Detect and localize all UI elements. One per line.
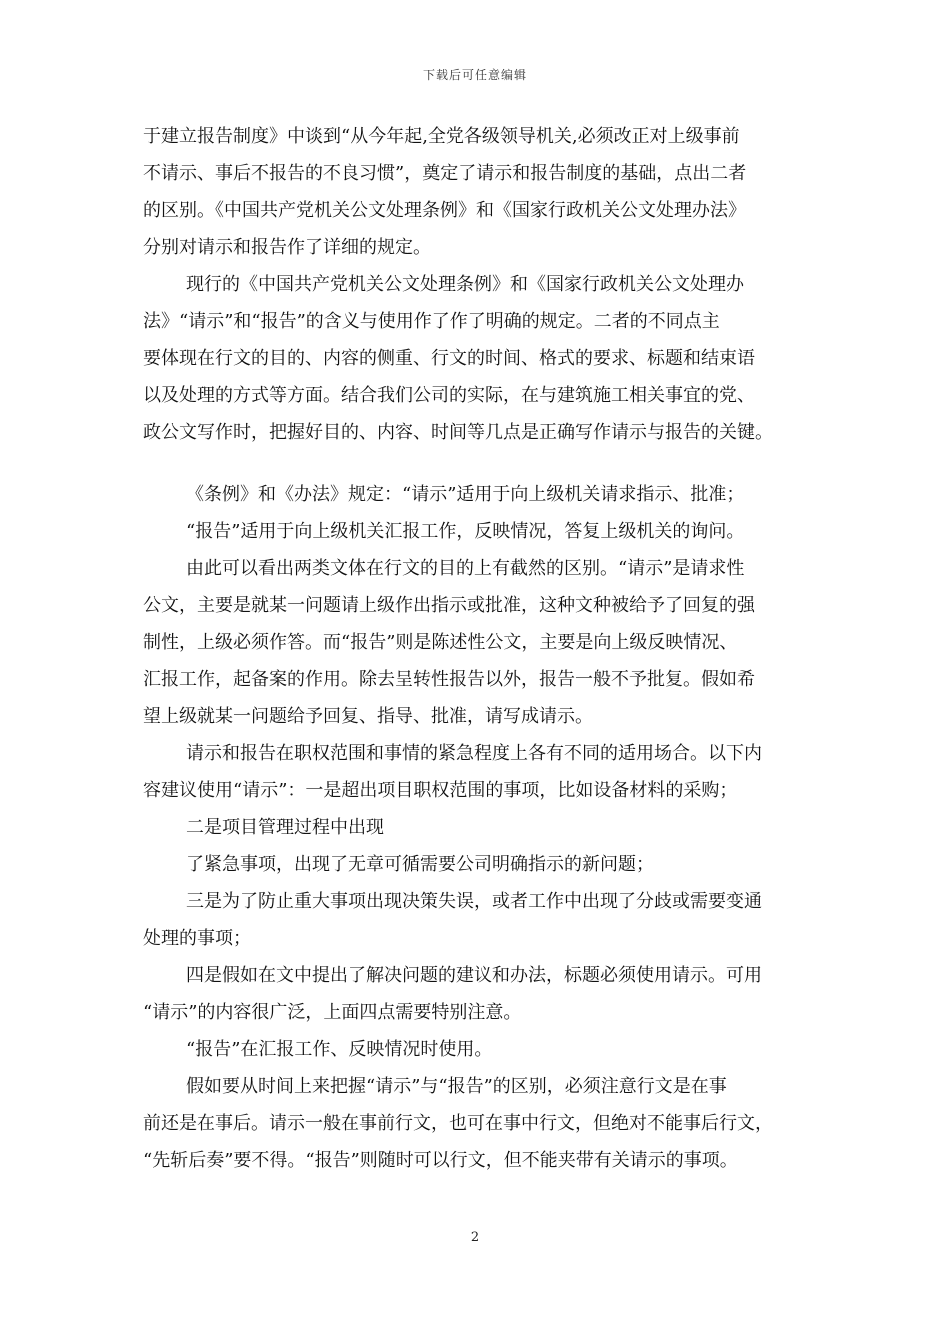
body-line: 前还是在事后。请示一般在事前行文，也可在事中行文，但绝对不能事后行文， (143, 1113, 773, 1134)
body-line: 处理的事项； (143, 928, 251, 949)
body-line: 公文，主要是就某一问题请上级作出指示或批准，这种文种被给予了回复的强 (143, 595, 755, 616)
body-line: 三是为了防止重大事项出现决策失误，或者工作中出现了分歧或需要变通 (186, 891, 762, 912)
page-number: 2 (470, 1230, 480, 1245)
body-line: 以及处理的方式等方面。结合我们公司的实际，在与建筑施工相关事宜的党、 (143, 385, 755, 406)
body-line: 于建立报告制度》中谈到“从今年起,全党各级领导机关,必须改正对上级事前 (143, 126, 740, 147)
body-line: “报告”适用于向上级机关汇报工作，反映情况，答复上级机关的询问。 (186, 521, 745, 542)
body-line: 假如要从时间上来把握“请示”与“报告”的区别，必须注意行文是在事 (186, 1076, 727, 1097)
body-line: “先斩后奏”要不得。“报告”则随时可以行文，但不能夹带有关请示的事项。 (143, 1150, 738, 1171)
body-line: 不请示、事后不报告的不良习惯”，奠定了请示和报告制度的基础，点出二者 (143, 163, 747, 184)
body-line: 四是假如在文中提出了解决问题的建议和办法，标题必须使用请示。可用 (186, 965, 762, 986)
body-line: 法》“请示”和“报告”的含义与使用作了作了明确的规定。二者的不同点主 (143, 311, 720, 332)
body-line: 汇报工作，起备案的作用。除去呈转性报告以外，报告一般不予批复。假如希 (143, 669, 755, 690)
document-body (143, 118, 823, 1179)
body-line: 容建议使用“请示”：一是超出项目职权范围的事项，比如设备材料的采购； (143, 780, 738, 801)
body-line: “请示”的内容很广泛，上面四点需要特别注意。 (143, 1002, 522, 1023)
body-line: 政公文写作时，把握好目的、内容、时间等几点是正确写作请示与报告的关键。 (143, 422, 773, 443)
body-line: 的区别。《中国共产党机关公文处理条例》和《国家行政机关公文处理办法》 (143, 200, 746, 221)
body-line: 要体现在行文的目的、内容的侧重、行文的时间、格式的要求、标题和结束语 (143, 348, 755, 369)
body-line: “报告”在汇报工作、反映情况时使用。 (186, 1039, 493, 1060)
body-line: 由此可以看出两类文体在行文的目的上有截然的区别。“请示”是请求性 (186, 558, 745, 579)
body-line: 望上级就某一问题给予回复、指导、批准，请写成请示。 (143, 706, 593, 727)
body-line: 了紧急事项，出现了无章可循需要公司明确指示的新问题； (186, 854, 654, 875)
page-header-note: 下载后可任意编辑 (422, 68, 527, 82)
body-line: 二是项目管理过程中出现 (186, 817, 384, 838)
body-line: 《条例》和《办法》规定：“请示”适用于向上级机关请求指示、批准； (186, 484, 745, 505)
body-line: 分别对请示和报告作了详细的规定。 (143, 237, 431, 258)
body-line: 现行的《中国共产党机关公文处理条例》和《国家行政机关公文处理办 (186, 274, 744, 295)
body-line: 请示和报告在职权范围和事情的紧急程度上各有不同的适用场合。以下内 (186, 743, 762, 764)
body-line: 制性，上级必须作答。而“报告”则是陈述性公文，主要是向上级反映情况、 (143, 632, 738, 653)
paragraph-gap (143, 451, 823, 476)
